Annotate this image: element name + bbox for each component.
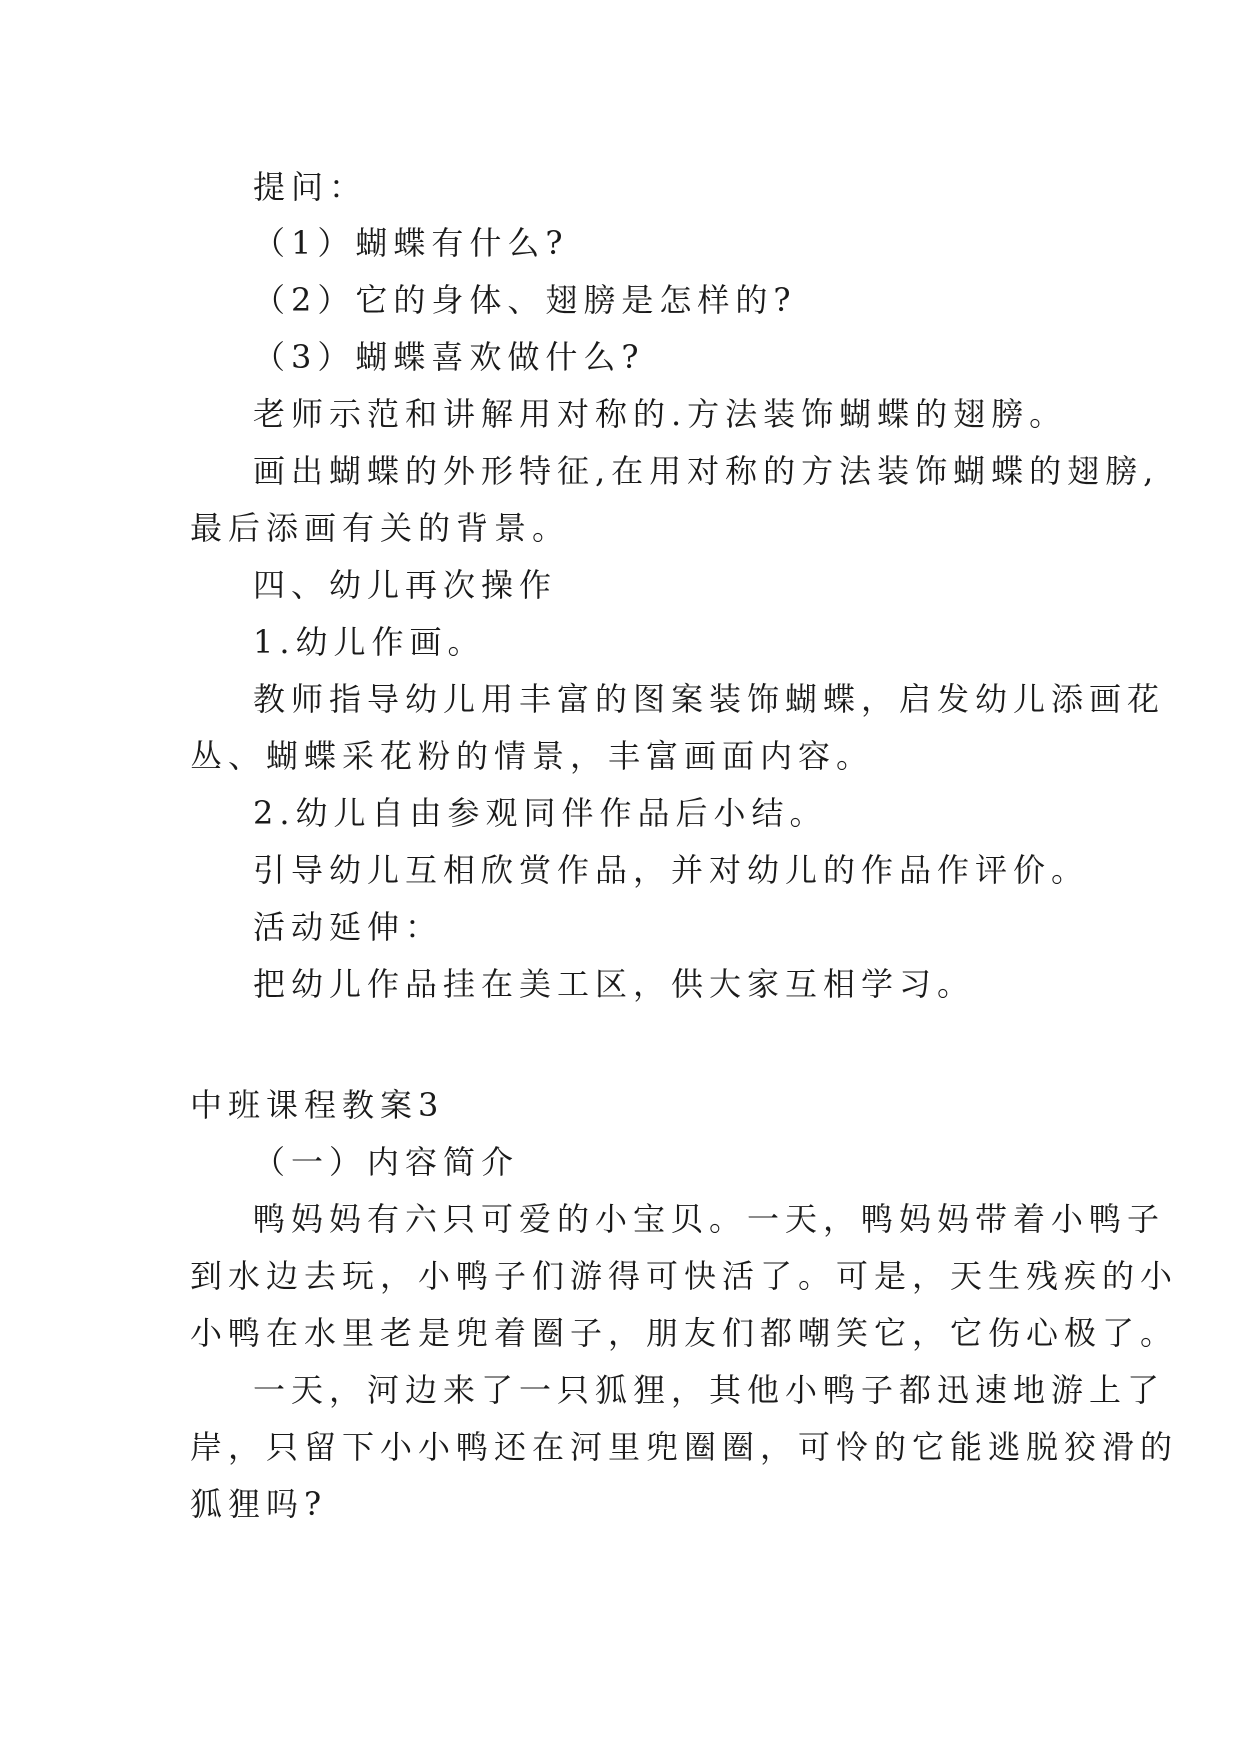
document-title: 中班课程教案3 [190, 1086, 445, 1124]
section-heading: （一）内容简介 [253, 1143, 520, 1181]
paragraph-line: 鸭妈妈有六只可爱的小宝贝。一天，鸭妈妈带着小鸭子 [253, 1200, 1166, 1238]
paragraph-line: 画出蝴蝶的外形特征,在用对称的方法装饰蝴蝶的翅膀, [253, 452, 1160, 490]
paragraph-line: 到水边去玩，小鸭子们游得可快活了。可是，天生残疾的小 [190, 1257, 1179, 1295]
list-item: 1.幼儿作画。 [253, 623, 486, 661]
question-heading: 提问： [253, 168, 368, 206]
paragraph-line: 引导幼儿互相欣赏作品，并对幼儿的作品作评价。 [253, 851, 1090, 889]
paragraph-line: 岸，只留下小小鸭还在河里兜圈圈，可怜的它能逃脱狡滑的 [190, 1428, 1179, 1466]
paragraph-line: 教师指导幼儿用丰富的图案装饰蝴蝶，启发幼儿添画花 [253, 680, 1166, 718]
paragraph-line: 一天，河边来了一只狐狸，其他小鸭子都迅速地游上了 [253, 1371, 1166, 1409]
section-heading: 四、幼儿再次操作 [253, 566, 558, 604]
section-heading: 活动延伸： [253, 908, 444, 946]
question-item-3: （3）蝴蝶喜欢做什么? [253, 338, 645, 376]
paragraph-line: 丛、蝴蝶采花粉的情景，丰富画面内容。 [190, 737, 875, 775]
list-item: 2.幼儿自由参观同伴作品后小结。 [253, 794, 828, 832]
paragraph-line: 老师示范和讲解用对称的.方法装饰蝴蝶的翅膀。 [253, 395, 1068, 433]
paragraph-line: 小鸭在水里老是兜着圈子，朋友们都嘲笑它，它伤心极了。 [190, 1314, 1179, 1352]
paragraph-line: 狐狸吗? [190, 1485, 328, 1523]
question-item-2: （2）它的身体、翅膀是怎样的? [253, 281, 797, 319]
question-item-1: （1）蝴蝶有什么? [253, 224, 569, 262]
paragraph-line: 把幼儿作品挂在美工区，供大家互相学习。 [253, 965, 976, 1003]
paragraph-line: 最后添画有关的背景。 [190, 509, 571, 547]
